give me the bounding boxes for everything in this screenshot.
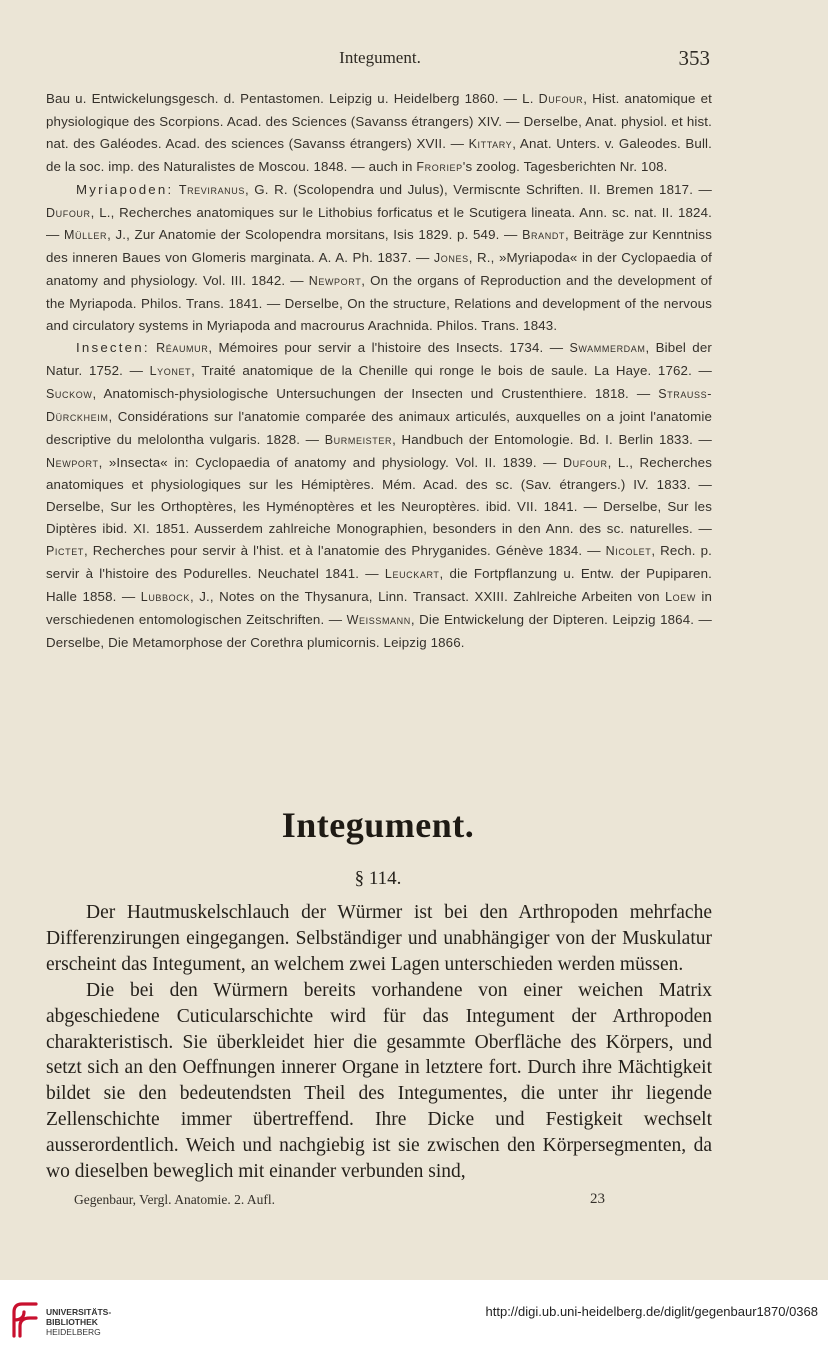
author-name: Strauss-Dürckheim (46, 386, 712, 424)
author-name: Kittary (468, 136, 513, 151)
author-name: Brandt (522, 228, 566, 243)
literature-insecten: Insecten: Réaumur, Mémoires pour servir a l'histoire des Insects. 1734. — Swammerdam, Bibel der Natur. 1752. — Lyonet, Traité anatomique de la Chenille qui ronge le bois de saule. La Haye. 1762. — Suckow, Anatomisch-physiologische Untersuchungen der Insecten und Crustenthiere. 1818. — Strauss-Dürckheim, Considérations sur l'anatomie comparée des animaux articulés, auxquelles on a joint l'anatomie descriptive du melolontha vulgaris. 1828. — Burmeister, Handbuch der Entomologie. Bd. I. Berlin 1833. — Newport, »Insecta« in: Cyclopaedia of anatomy and physiology. Vol. II. 1839. — Dufour, L., Recherches anatomiques et physiologiques sur les Hémiptères. Mém. Acad. des sc. (Sav. étrangers.) IV. 1833. — Derselbe, Sur les Orthoptères, les Hyménoptères et les Neuroptères. ibid. VII. 1841. — Derselbe, Sur les Diptères ibid. XI. 1851. Ausserdem zahlreiche Monographien, besonders in den Ann. des sc. naturelles. — Pictet, Recherches pour servir à l'hist. et à l'anatomie des Phryganides. Génève 1834. — Nicolet, Rech. p. servir à l'histoire des Podurelles. Neuchatel 1841. — Leuckart, die Fortpflanzung u. Entw. der Pupiparen. Halle 1858. — Lubbock, J., Notes on the Thysanura, Linn. Transact. XXIII. Zahlreiche Arbeiten von Loew in verschiedenen entomologischen Zeitschriften. — Weissmann, Die Entwickelung der Dipteren. Leipzig 1864. — Derselbe, Die Metamorphose der Corethra plumicornis. Leipzig 1866. (46, 339, 713, 650)
author-name: Suckow (46, 386, 93, 401)
literature-block (46, 88, 712, 654)
author-name: Swammerdam (569, 340, 646, 355)
literature-myriapoden: Myriapoden: Treviranus, G. R. (Scolopendra und Julus), Vermiscnte Schriften. II. Bremen 1817. — Dufour, L., Recherches anatomiques sur le Lithobius forficatus et le Scutigera lineata. Ann. sc. nat. II. 1824. — Müller, J., Zur Anatomie der Scolopendra morsitans, Isis 1829. p. 549. — Brandt, Beiträge zur Kenntniss des inneren Baues von Glomeris marginata. A. A. Ph. 1837. — Jones, R., »Myriapoda« in der Cyclopaedia of anatomy and physiology. Vol. III. 1842. — Newport, On the organs of Reproduction and the development of the Myriapoda. Philos. Trans. 1841. — Derselbe, On the structure, Relations and development of the nervous and circulatory systems in Myriapoda and macrourus Arachnida. Philos. Trans. 1843. (46, 181, 712, 334)
author-name: Müller (64, 228, 108, 243)
paragraph-2: Die bei den Würmern bereits vorhandene von einer weichen Matrix abgeschiedene Cuticularschichte wird für das Integument der Arthropoden charakteristisch. Sie überkleidet hier die gesammte Oberfläche des Körpers, und setzt sich an den Oeffnungen innerer Organe in letztere fort. Durch ihre Mächtigkeit bildet sie den bedeutendsten Theil des Integumentes, die unter ihr liegende Zellenschichte immer übertreffend. Ihre Dicke und Festigkeit wechselt ausserordentlich. Weich und nachgiebig ist sie zwischen den Körpersegmenten, da wo dieselben beweglich mit einander verbunden sind, (46, 979, 712, 1183)
author-name: Pictet (46, 544, 84, 559)
literature-arachnida: Bau u. Entwickelungsgesch. d. Pentastomen. Leipzig u. Heidelberg 1860. — L. Dufour, Hist. anatomique et physiologique des Scorpions. Acad. des Sciences (Savanss étrangers) XIV. — Derselbe, Anat. physiol. et hist. nat. des Galéodes. Acad. des sciences (Savanss étrangers) XVII. — Kittary, Anat. Unters. v. Galeodes. Bull. de la soc. imp. des Naturalistes de Moscou. 1848. — auch in Froriep's zoolog. Tagesberichten Nr. 108. (46, 91, 712, 174)
body-text (46, 900, 712, 1185)
library-name-line3: HEIDELBERG (46, 1327, 101, 1337)
author-name: Froriep (416, 159, 463, 174)
author-name: Dufour (538, 92, 584, 106)
author-name: Leuckart (384, 567, 440, 582)
author-name: Lubbock (140, 589, 190, 604)
library-logo-icon[interactable] (10, 1300, 40, 1338)
author-name: Burmeister (324, 432, 393, 447)
author-name: Dufour (562, 455, 608, 470)
author-name: Jones (433, 251, 469, 266)
author-name: Dufour (46, 205, 91, 220)
library-name-line2: BIBLIOTHEK (46, 1317, 98, 1327)
author-name: Loew (665, 589, 696, 604)
author-name: Nicolet (605, 544, 652, 559)
permalink-url[interactable]: http://digi.ub.uni-heidelberg.de/diglit/gegenbaur1870/0368 (485, 1304, 818, 1319)
section-number: § 114. (354, 868, 402, 889)
author-name: Treviranus (178, 182, 245, 197)
section-heading: Integument. (281, 805, 475, 845)
category-label: Myriapoden: (76, 181, 174, 197)
sheet-number: 23 (590, 1191, 605, 1207)
running-title: Integument. (339, 48, 421, 67)
library-name[interactable] (46, 1307, 111, 1337)
author-name: Newport (308, 274, 362, 289)
author-name: Weissmann (346, 612, 411, 627)
author-name: Réaumur (156, 340, 209, 355)
library-footer (0, 1280, 828, 1354)
author-name: Lyonet (149, 363, 192, 378)
signature-line: Gegenbaur, Vergl. Anatomie. 2. Aufl. (74, 1192, 276, 1207)
page-number: 353 (678, 46, 710, 70)
author-name: Newport (46, 455, 99, 470)
page-header (0, 48, 828, 74)
library-name-line1: UNIVERSITÄTS- (46, 1307, 112, 1317)
paragraph-1: Der Hautmuskelschlauch der Würmer ist bei den Arthropoden mehrfache Differenzirungen eingegangen. Selbständiger und unabhängiger von der Muskulatur erscheint das Integument, an welchem zwei Lagen unterschieden werden müssen. (46, 902, 712, 975)
category-label: Insecten: (76, 339, 150, 355)
